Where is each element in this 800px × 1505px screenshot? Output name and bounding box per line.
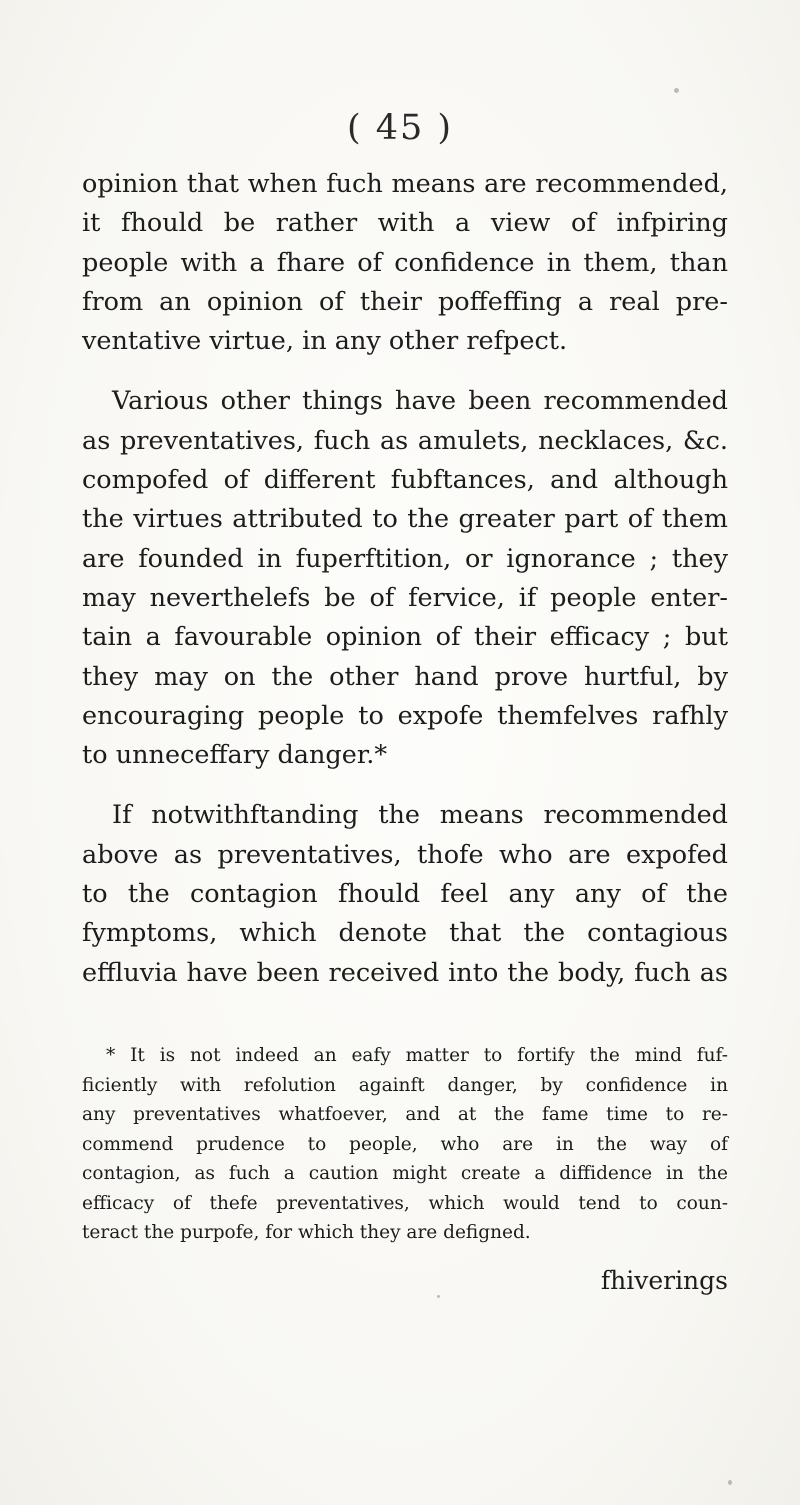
paragraph-1 [82,165,728,361]
text-line: fymptoms, which denote that the contagious [82,918,728,949]
text-line: effluvia have been received into the body, fuch as [82,957,728,988]
text-line: may neverthelefs be of fervice, if people enter- [82,582,728,613]
text-line: compofed of different fubftances, and although [82,465,728,496]
body-text [82,165,728,993]
text-line: above as preventatives, thofe who are expofed [82,839,728,870]
paragraph-3 [82,796,728,992]
text-line: Various other things have been recommended [112,386,728,417]
text-line: ventative virtue, in any other refpect. [82,326,568,357]
footnote-line: * It is not indeed an eafy matter to fortify the mind fuf- [106,1045,728,1066]
text-line: from an opinion of their poffeffing a real pre- [82,286,728,317]
text-line: opinion that when fuch means are recommended, [82,169,728,199]
text-line: If notwithftanding the means recommended [112,800,728,831]
page-number: ( 45 ) [346,108,454,148]
paper-speck [674,88,679,93]
text-line: the virtues attributed to the greater part of them [82,504,728,535]
text-line: encouraging people to expofe themfelves rafhly [82,700,728,731]
text-line: to unneceffary danger.* [82,740,388,771]
text-line: people with a fhare of confidence in them, than [82,247,728,278]
catchword: fhiverings [600,1266,728,1295]
footnote-line: any preventatives whatfoever, and at the fame time to re- [82,1104,728,1125]
text-line: as preventatives, fuch as amulets, necklaces, &c. [82,425,728,456]
text-line: are founded in fuperftition, or ignorance ; they [82,543,728,574]
paper-speck [437,1295,440,1298]
footnote-line: commend prudence to people, who are in the way of [82,1133,728,1155]
text-line: to the contagion fhould feel any any of the [82,879,728,910]
footnote-line: efficacy of thefe preventatives, which would tend to coun- [82,1192,728,1214]
footnote-line: contagion, as fuch a caution might create a diffidence in the [82,1163,728,1184]
paragraph-2 [82,382,728,775]
footnote-line: ficiently with refolution againft danger, by confidence in [82,1074,728,1096]
text-line: it fhould be rather with a view of infpiring [82,208,728,239]
footnote [82,1041,728,1248]
footnote-line: teract the purpofe, for which they are defigned. [82,1222,531,1243]
text-line: tain a favourable opinion of their efficacy ; but [82,622,728,653]
paper-speck [728,1480,732,1485]
text-line: they may on the other hand prove hurtful, by [82,661,728,692]
